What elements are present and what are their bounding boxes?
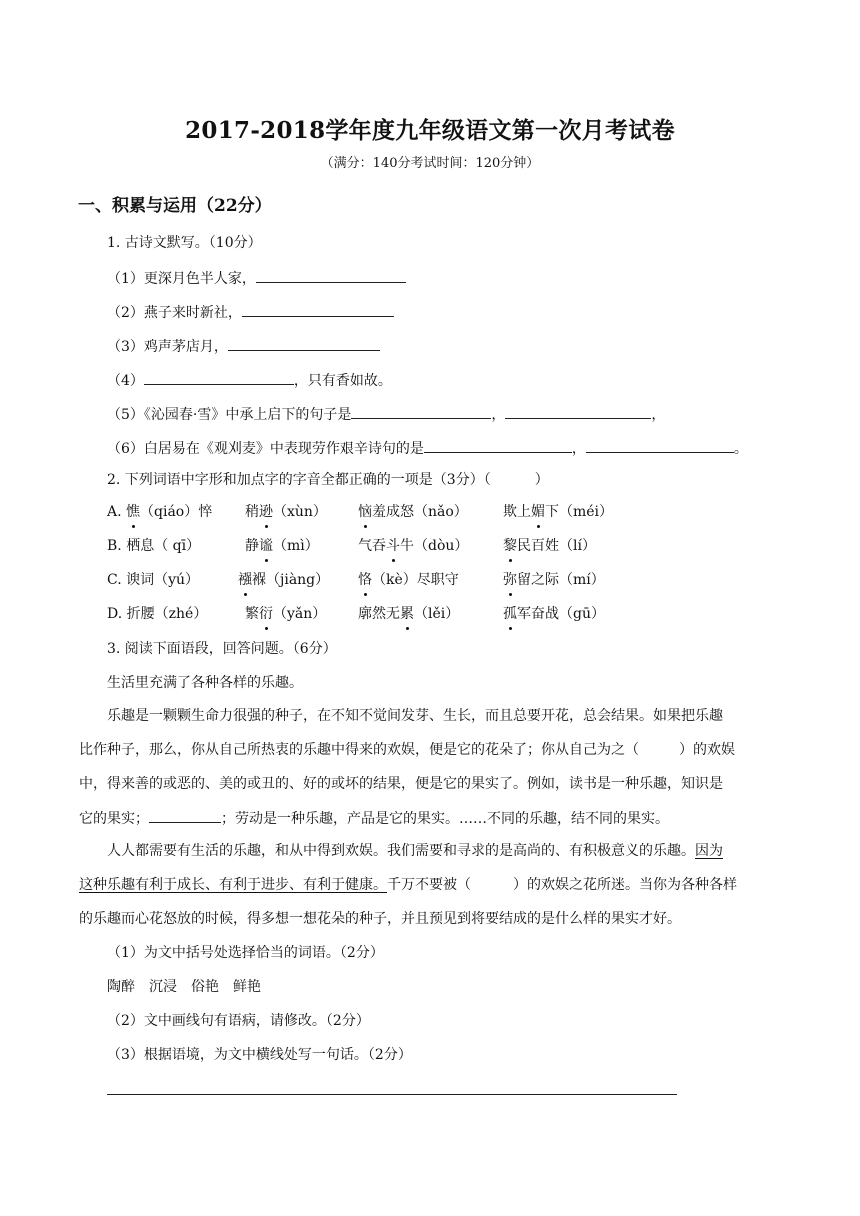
word-part: 栖 [126,538,141,554]
option-b-word-4 [503,536,596,556]
dotted-char: 恼 [358,504,372,520]
dotted-char: 累 [400,606,414,622]
word-part: 稍 [245,504,259,520]
word-part: 牛（dòu） [400,538,469,554]
word-part: 气吞 [358,538,386,554]
passage-p1-line2 [79,740,735,760]
word-part: （yǎn） [273,606,327,622]
q1-item-6 [107,437,748,459]
q3-sub-2: （2）文中画线句有语病，请修改。（2分） [107,1013,370,1029]
option-d-word-2 [245,604,326,624]
option-a [107,502,212,522]
word-part: 廓然无 [358,606,400,622]
option-b-word-3 [358,536,468,556]
q1-item-1-text: （1）更深月色半人家， [107,271,256,287]
q2-stem-close: ） [534,472,549,488]
word-part: （mì） [273,538,319,554]
word-part: 繁 [245,606,259,622]
word-part: 下（méi） [545,504,614,520]
q1-item-5-comma: ， [491,407,506,423]
option-d-word-1: 折腰（zhé） [126,606,208,622]
option-c-label: C. [107,572,127,588]
passage-text: 比作种子，那么，你从自己所热衷的乐趣中得来的欢娱，便是它的花朵了；你从自己为之（ [79,742,639,758]
dotted-char: 黎 [503,538,517,554]
word-part: 军奋战（gū） [517,606,605,622]
q3-stem: 3. 阅读下面语段，回答问题。（6分） [107,641,337,657]
passage-p1-line1: 乐趣是一颗颗生命力很强的种子，在不知不觉间发芽、生长，而且总要开花，总会结果。如果把乐趣 [107,708,723,724]
dotted-char: 谧 [259,538,273,554]
passage-p2-line1 [107,841,723,861]
option-c-word-1: 谀词（yú） [126,572,200,588]
passage-p2-line3: 的乐趣而心花怒放的时候，得多想一想花朵的种子，并且预见到将要结成的是什么样的果实才好。 [79,911,681,927]
dotted-char: 恪 [358,572,372,588]
dotted-char: 逊 [259,504,273,520]
option-b-label: B. [107,538,127,554]
option-a-word-3 [358,502,468,522]
word-part: （xùn） [273,504,327,520]
answer-blank[interactable] [351,403,491,419]
answer-blank[interactable] [505,403,651,419]
option-c-word-4 [503,570,605,590]
passage-text: 千万不要被（ [387,877,471,893]
passage-text: ；劳动是一种乐趣，产品是它的果实。……不同的乐趣，结不同的果实。 [221,811,669,827]
q1-item-4 [107,369,392,391]
option-d-word-4 [503,604,605,624]
option-d-label: D. [107,606,127,622]
passage-p1-line4 [79,807,669,829]
q1-item-4-text: ，只有香如故。 [293,373,392,389]
q2-stem [107,470,549,490]
word-part: （lěi） [414,606,460,622]
dotted-char: 憔 [126,504,141,520]
dotted-char: 衍 [259,606,273,622]
option-a-word-2 [245,502,327,522]
exam-subtitle: （满分：140分考试时间：120分钟） [320,156,540,171]
section-heading: 一、积累与运用（22分） [78,196,272,216]
answer-blank[interactable] [586,437,734,453]
q1-stem: 1. 古诗文默写。（10分） [107,235,262,251]
word-choices: 陶醉 沉浸 俗艳 鲜艳 [107,979,261,995]
passage-text: ）的欢娱 [679,742,735,758]
q1-item-4-num: （4） [107,373,144,389]
q3-sub-3: （3）根据语境，为文中横线处写一句话。（2分） [107,1047,412,1063]
word-part: 褓（jiàng） [252,572,330,588]
answer-blank[interactable] [228,335,380,351]
q1-item-6-comma: ， [571,441,586,457]
word-part: 羞成怒（nǎo） [372,504,468,520]
q1-item-5-text: （5）《沁园春·雪》中承上启下的句子是 [107,407,352,423]
option-c [107,570,199,590]
passage-intro: 生活里充满了各种各样的乐趣。 [107,675,303,691]
exam-title: 2017-2018学年度九年级语文第一次月考试卷 [185,117,675,144]
q1-item-2-text: （2）燕子来时新社， [107,305,242,321]
option-b [107,536,200,556]
passage-text: 人人都需要有生活的乐趣，和从中得到欢娱。我们需要和寻求的是高尚的、有积极意义的乐趣。 [107,843,695,859]
q2-stem-text: 2. 下列词语中字形和加点字的字音全都正确的一项是（3分）（ [107,472,491,488]
answer-blank[interactable] [144,369,294,385]
word-part: （kè）尽职守 [372,572,459,588]
q1-item-1 [107,267,406,289]
option-b-word-1: 息（ qī） [140,538,201,554]
dotted-char: 媚 [531,504,545,520]
underlined-sentence: 因为 [695,843,723,859]
option-a-word-4 [503,502,613,522]
answer-blank[interactable] [149,807,221,823]
dotted-char: 弥 [503,572,517,588]
word-part: 欺上 [503,504,531,520]
answer-blank[interactable] [424,437,572,453]
q1-item-6-end: 。 [733,441,748,457]
option-a-word-1: （qiáo）悴 [140,504,213,520]
dotted-char: 襁 [238,572,252,588]
q1-item-2 [107,301,394,323]
dotted-char: 斗 [386,538,400,554]
option-d-word-3 [358,604,459,624]
q1-item-3-text: （3）鸡声茅店月， [107,339,228,355]
passage-text: ）的欢娱之花所迷。当你为各种各样 [513,877,737,893]
word-part: 静 [245,538,259,554]
word-part: 留之际（mí） [517,572,605,588]
q1-item-6-text: （6）白居易在《观刈麦》中表现劳作艰辛诗句的是 [107,441,424,457]
dotted-char: 孤 [503,606,517,622]
option-c-word-3 [358,570,459,590]
q1-item-5-end: ， [651,407,666,423]
option-c-word-2 [238,570,329,590]
passage-text: 它的果实； [79,811,149,827]
passage-p1-line3: 中，得来善的或恶的、美的或丑的、好的或坏的结果，便是它的果实了。例如，读书是一种乐趣，知识是 [79,776,723,792]
word-part: 民百姓（lí） [517,538,596,554]
underlined-sentence: 这种乐趣有利于成长、有利于进步、有利于健康。 [79,877,387,893]
option-a-label: A. [107,504,127,520]
q3-sub-1: （1）为文中括号处选择恰当的词语。（2分） [107,945,384,961]
answer-blank[interactable] [242,301,394,317]
answer-blank[interactable] [256,267,406,283]
q1-item-3 [107,335,380,357]
answer-line[interactable] [107,1094,677,1095]
option-d [107,604,207,624]
option-b-word-2 [245,536,319,556]
passage-p2-line2 [79,875,737,895]
q1-item-5 [107,403,665,425]
